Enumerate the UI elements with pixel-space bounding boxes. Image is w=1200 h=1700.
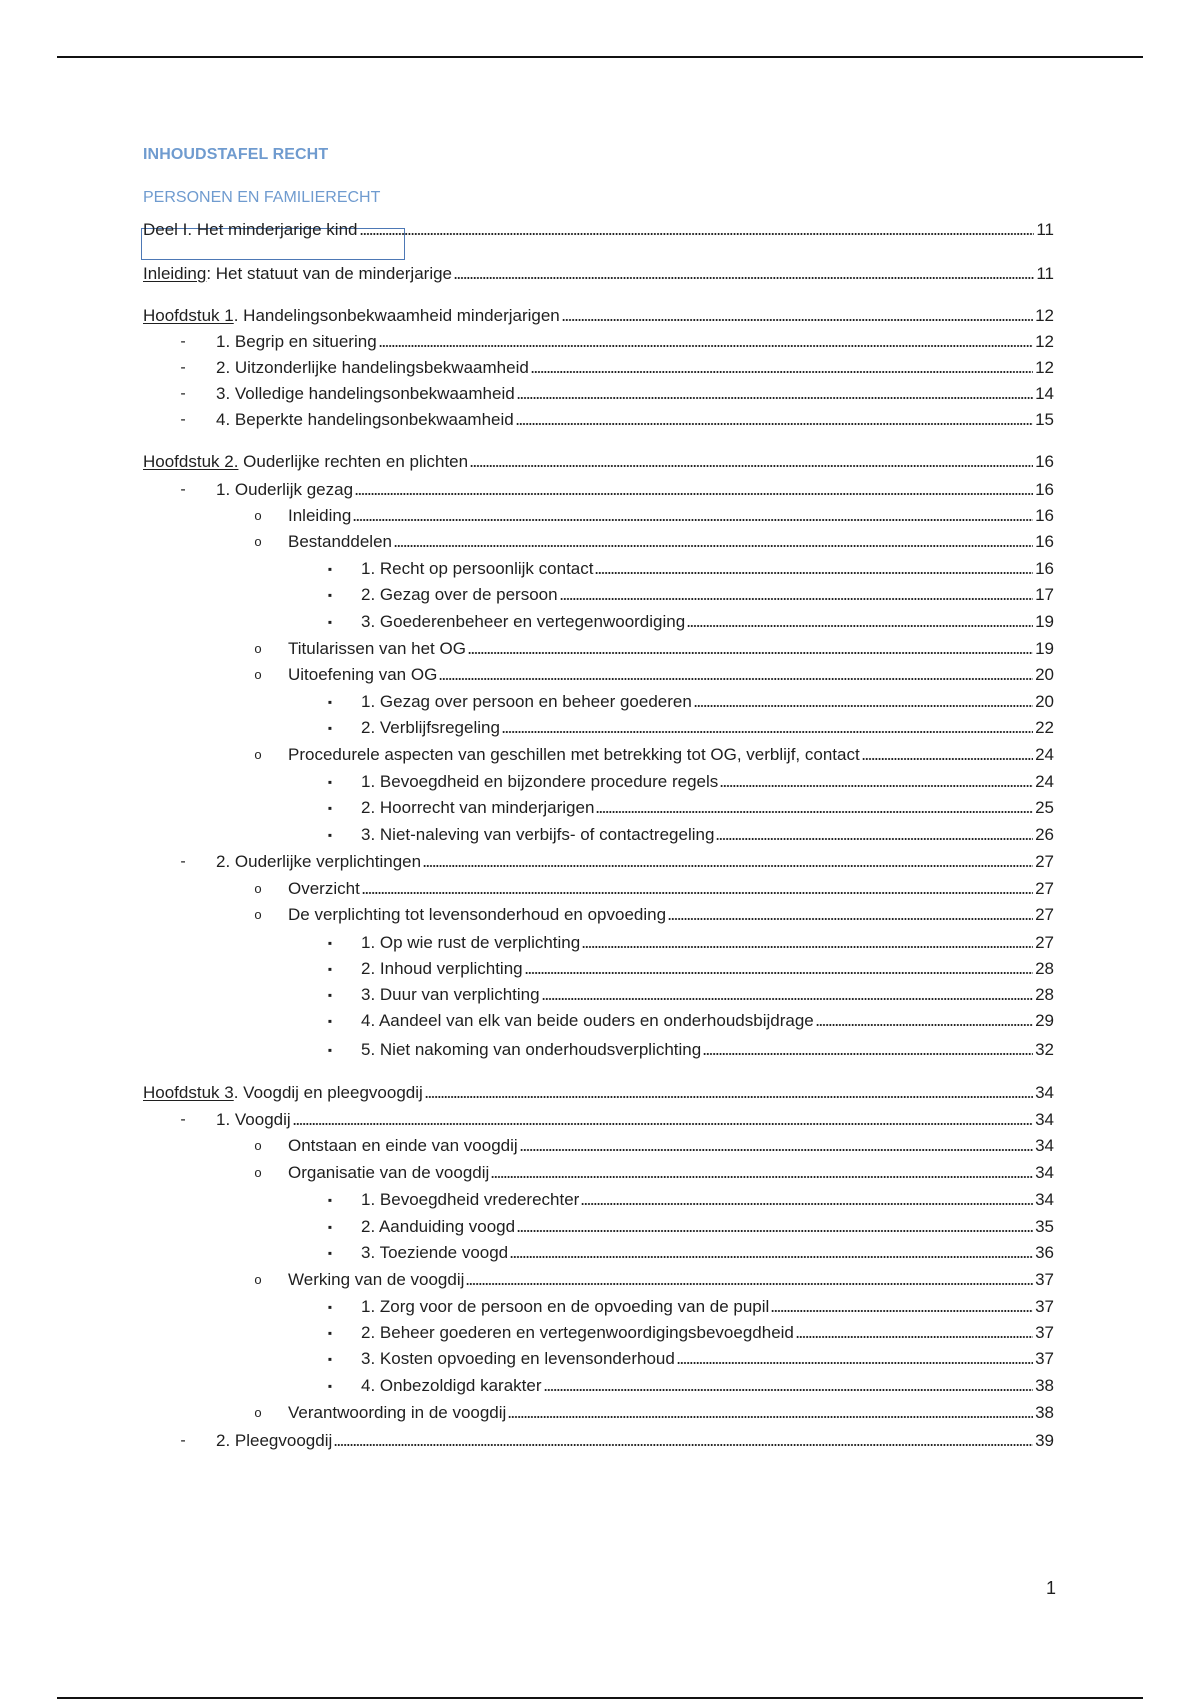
list-bullet: o: [254, 1405, 262, 1420]
dot-leader: [470, 464, 1033, 468]
toc-entry-text: [288, 1163, 489, 1183]
toc-entry[interactable]: [327, 1319, 1054, 1343]
dot-leader: [517, 396, 1033, 400]
list-bullet: o: [254, 667, 262, 682]
toc-entry[interactable]: [180, 380, 1054, 404]
toc-entry-label: 4. Onbezoldigd karakter: [361, 1376, 542, 1395]
toc-entry-prefix: Deel I.: [143, 220, 193, 239]
toc-entry-label: Titularissen van het OG: [288, 639, 466, 658]
dot-leader: [596, 810, 1033, 814]
dot-leader: [694, 704, 1033, 708]
toc-entry-text: [361, 1323, 794, 1343]
dot-leader: [379, 344, 1033, 348]
dot-leader: [677, 1361, 1033, 1365]
toc-entry[interactable]: [254, 1132, 1054, 1156]
toc-entry-label: Werking van de voogdij: [288, 1270, 465, 1289]
toc-entry-text: [216, 480, 353, 500]
toc-entry[interactable]: [180, 328, 1054, 352]
toc-entry-text: [216, 410, 514, 430]
toc-entry-text: [143, 1083, 423, 1103]
dot-leader: [394, 544, 1033, 548]
dot-leader: [353, 518, 1033, 522]
toc-entry-label: : Het statuut van de minderjarige: [206, 264, 453, 283]
toc-entry[interactable]: [180, 1106, 1054, 1130]
dot-leader: [703, 1052, 1033, 1056]
toc-page-number: 12: [1035, 358, 1054, 377]
dot-leader: [816, 1023, 1033, 1027]
toc-entry-label: 2. Gezag over de persoon: [361, 585, 558, 604]
toc-entry[interactable]: [143, 260, 1054, 284]
toc-entry[interactable]: [327, 555, 1054, 579]
toc-page-number: 24: [1035, 772, 1054, 791]
toc-page-number: 12: [1035, 332, 1054, 351]
toc-page-number: 11: [1036, 220, 1054, 239]
toc-entry-text: [361, 985, 540, 1005]
toc-page-number: 11: [1036, 264, 1054, 283]
toc-page-number: 16: [1035, 559, 1054, 578]
toc-entry-text: [361, 798, 594, 818]
list-bullet: ▪: [327, 775, 333, 789]
toc-entry-label: 2. Inhoud verplichting: [361, 959, 523, 978]
list-bullet: ▪: [327, 936, 333, 950]
list-bullet: o: [254, 534, 262, 549]
toc-page-number: 25: [1035, 798, 1054, 817]
toc-page-number: 36: [1035, 1243, 1054, 1262]
toc-entry-text: [216, 852, 421, 872]
dot-leader: [771, 1309, 1033, 1313]
toc-entry-label: 3. Kosten opvoeding en levensonderhoud: [361, 1349, 675, 1368]
toc-entry-text: [361, 825, 714, 845]
dot-leader: [425, 1095, 1033, 1099]
list-bullet: ▪: [327, 1014, 333, 1028]
toc-entry[interactable]: [327, 714, 1054, 738]
toc-entry[interactable]: [180, 476, 1054, 500]
toc-page-number: 34: [1035, 1163, 1054, 1182]
dot-leader: [454, 276, 1034, 280]
toc-page-number: 34: [1035, 1190, 1054, 1209]
toc-entry-label: 4. Aandeel van elk van beide ouders en onderhoudsbijdrage: [361, 1011, 814, 1030]
dot-leader: [516, 422, 1033, 426]
toc-entry[interactable]: [327, 1293, 1054, 1317]
toc-entry-label: 1. Begrip en situering: [216, 332, 377, 351]
toc-entry-label: 4. Beperkte handelingsonbekwaamheid: [216, 410, 514, 429]
toc-entry[interactable]: [327, 1213, 1054, 1237]
toc-page-number: 15: [1035, 410, 1054, 429]
toc-entry-text: [216, 358, 529, 378]
dot-leader: [525, 971, 1033, 975]
list-bullet: o: [254, 881, 262, 896]
toc-entry-text: [288, 532, 392, 552]
list-bullet: -: [180, 385, 186, 402]
list-bullet: o: [254, 907, 262, 922]
toc-entry-prefix: Hoofdstuk 1: [143, 306, 234, 325]
list-bullet: ▪: [327, 1193, 333, 1207]
toc-entry-label: 1. Bevoegdheid vrederechter: [361, 1190, 580, 1209]
toc-entry-text: [361, 1349, 675, 1369]
toc-entry-label: 2. Ouderlijke verplichtingen: [216, 852, 422, 871]
toc-entry-label: 2. Beheer goederen en vertegenwoordigingsbevoegdheid: [361, 1323, 794, 1342]
dot-leader: [796, 1335, 1033, 1339]
list-bullet: o: [254, 1272, 262, 1287]
toc-entry-label: 1. Op wie rust de verplichting: [361, 933, 581, 952]
list-bullet: -: [180, 853, 186, 870]
dot-leader: [355, 492, 1033, 496]
dot-leader: [720, 784, 1033, 788]
toc-entry-text: [143, 264, 452, 284]
list-bullet: ▪: [327, 588, 333, 602]
toc-entry-text: [361, 772, 718, 792]
toc-entry-text: [361, 959, 523, 979]
toc-page-number: 37: [1035, 1323, 1054, 1342]
list-bullet: o: [254, 747, 262, 762]
toc-entry-text: [143, 306, 560, 326]
toc-entry-text: [361, 718, 500, 738]
toc-entry[interactable]: [254, 1159, 1054, 1183]
toc-entry-label: 1. Recht op persoonlijk contact: [361, 559, 594, 578]
toc-entry-label: 1. Bevoegdheid en bijzondere procedure regels: [361, 772, 719, 791]
dot-leader: [581, 1202, 1033, 1206]
toc-entry-label: Verantwoording in de voogdij: [288, 1403, 507, 1422]
list-bullet: ▪: [327, 562, 333, 576]
list-bullet: o: [254, 1138, 262, 1153]
toc-entry[interactable]: [327, 794, 1054, 818]
dot-leader: [293, 1122, 1033, 1126]
toc-entry-text: [143, 452, 468, 472]
toc-entry-text: [288, 879, 360, 899]
toc-entry-label: 5. Niet nakoming van onderhoudsverplichting: [361, 1040, 702, 1059]
toc-entry[interactable]: [180, 406, 1054, 430]
toc-entry-text: [288, 905, 666, 925]
toc-page-number: 20: [1035, 692, 1054, 711]
toc-page-number: 20: [1035, 665, 1054, 684]
toc-page-number: 37: [1035, 1270, 1054, 1289]
bottom-rule: [57, 1697, 1143, 1699]
page-number: 1: [1045, 1578, 1056, 1598]
toc-entry-text: [361, 1190, 579, 1210]
list-bullet: ▪: [327, 1379, 333, 1393]
toc-page-number: 19: [1035, 639, 1054, 658]
toc-entry-label: Het minderjarige kind: [192, 220, 358, 239]
dot-leader: [466, 1282, 1033, 1286]
toc-entry[interactable]: [327, 768, 1054, 792]
toc-page-number: 29: [1035, 1011, 1054, 1030]
toc-entry[interactable]: [180, 1427, 1054, 1451]
toc-entry[interactable]: [327, 608, 1054, 632]
toc-page-number: 22: [1035, 718, 1054, 737]
toc-page-number: 27: [1035, 879, 1054, 898]
toc-page-number: 34: [1035, 1083, 1054, 1102]
toc-entry-label: Uitoefening van OG: [288, 665, 438, 684]
toc-entry-label: 2. Hoorrecht van minderjarigen: [361, 798, 595, 817]
toc-page-number: 26: [1035, 825, 1054, 844]
dot-leader: [520, 1148, 1033, 1152]
dot-leader: [468, 651, 1033, 655]
dot-leader: [508, 1415, 1033, 1419]
dot-leader: [560, 597, 1034, 601]
toc-entry-text: [216, 1431, 332, 1451]
toc-entry-label: 2. Aanduiding voogd: [361, 1217, 516, 1236]
toc-entry-text: [361, 1297, 769, 1317]
toc-page-number: 16: [1035, 480, 1054, 499]
toc-entry[interactable]: [327, 821, 1054, 845]
toc-entry-text: [216, 384, 515, 404]
toc-entry[interactable]: [254, 635, 1054, 659]
list-bullet: ▪: [327, 1246, 333, 1260]
toc-entry-text: [361, 612, 685, 632]
toc-entry-text: [361, 1217, 515, 1237]
toc-entry-label: Bestanddelen: [288, 532, 392, 551]
list-bullet: ▪: [327, 1043, 333, 1057]
toc-page-number: 39: [1035, 1431, 1054, 1450]
toc-entry[interactable]: [327, 688, 1054, 712]
toc-page-number: 37: [1035, 1349, 1054, 1368]
toc-entry-label: 1. Ouderlijk gezag: [216, 480, 354, 499]
toc-page-number: 35: [1035, 1217, 1054, 1236]
toc-entry-text: [361, 692, 692, 712]
dot-leader: [668, 917, 1033, 921]
list-bullet: o: [254, 1165, 262, 1180]
toc-entry-prefix: Hoofdstuk 2.: [143, 452, 239, 471]
list-bullet: ▪: [327, 988, 333, 1002]
toc-entry[interactable]: [327, 1372, 1054, 1396]
toc-entry[interactable]: [254, 741, 1054, 765]
list-bullet: o: [254, 641, 262, 656]
toc-entry-label: 3. Niet-naleving van verbijfs- of contactregeling: [361, 825, 715, 844]
toc-page-number: 24: [1035, 745, 1054, 764]
toc-entry[interactable]: [143, 302, 1054, 326]
toc-entry-label: 3. Volledige handelingsonbekwaamheid: [216, 384, 515, 403]
toc-entry-text: [288, 1270, 464, 1290]
toc-entry-label: 2. Pleegvoogdij: [216, 1431, 333, 1450]
toc-entry-text: [361, 1376, 542, 1396]
toc-entry-label: 2. Uitzonderlijke handelingsbekwaamheid: [216, 358, 529, 377]
toc-entry[interactable]: [254, 1399, 1054, 1423]
toc-entry-label: . Handelingsonbekwaamheid minderjarigen: [233, 306, 560, 325]
toc-entry[interactable]: [143, 216, 1054, 240]
toc-entry-label: . Voogdij en pleegvoogdij: [233, 1083, 423, 1102]
list-bullet: ▪: [327, 1300, 333, 1314]
dot-leader: [531, 370, 1033, 374]
toc-entry[interactable]: [327, 1036, 1054, 1060]
toc-page-number: 38: [1035, 1403, 1054, 1422]
list-bullet: ▪: [327, 721, 333, 735]
dot-leader: [862, 757, 1033, 761]
toc-page-number: 16: [1035, 532, 1054, 551]
dot-leader: [595, 571, 1033, 575]
dot-leader: [439, 677, 1033, 681]
list-bullet: ▪: [327, 1352, 333, 1366]
list-bullet: ▪: [327, 962, 333, 976]
list-bullet: ▪: [327, 615, 333, 629]
toc-page-number: 16: [1035, 506, 1054, 525]
list-bullet: ▪: [327, 1220, 333, 1234]
toc-entry-label: Ontstaan en einde van voogdij: [288, 1136, 518, 1155]
toc-entry-label: Procedurele aspecten van geschillen met betrekking tot OG, verblijf, contact: [288, 745, 860, 764]
toc-page-number: 12: [1035, 306, 1054, 325]
toc-entry-label: Organisatie van de voogdij: [288, 1163, 490, 1182]
toc-page-number: 27: [1035, 933, 1054, 952]
toc-entry[interactable]: [143, 448, 1054, 472]
list-bullet: -: [180, 1111, 186, 1128]
toc-entry-text: [361, 933, 580, 953]
dot-leader: [542, 997, 1033, 1001]
toc-entry[interactable]: [143, 1079, 1054, 1103]
dot-leader: [334, 1443, 1033, 1447]
toc-entry-text: [288, 506, 351, 526]
toc-page-number: 28: [1035, 959, 1054, 978]
toc-entry-prefix: Inleiding: [143, 264, 207, 283]
toc-entry[interactable]: [254, 875, 1054, 899]
toc-entry[interactable]: [327, 581, 1054, 605]
toc-entry[interactable]: [254, 502, 1054, 526]
toc-entry-text: [361, 1011, 814, 1031]
toc-entry[interactable]: [254, 661, 1054, 685]
toc-entry-text: [288, 1136, 518, 1156]
toc-entry-label: Inleiding: [288, 506, 352, 525]
toc-entry-text: [361, 585, 558, 605]
toc-entry[interactable]: [327, 955, 1054, 979]
toc-entry-label: 1. Zorg voor de persoon en de opvoeding van de pupil: [361, 1297, 770, 1316]
toc-page-number: 17: [1035, 585, 1054, 604]
dot-leader: [687, 624, 1033, 628]
toc-entry-label: De verplichting tot levensonderhoud en opvoeding: [288, 905, 667, 924]
list-bullet: -: [180, 411, 186, 428]
toc-entry[interactable]: [180, 354, 1054, 378]
toc-page-number: 14: [1035, 384, 1054, 403]
dot-leader: [582, 945, 1033, 949]
toc-entry-text: [216, 1110, 291, 1130]
dot-leader: [491, 1175, 1033, 1179]
dot-leader: [544, 1388, 1034, 1392]
dot-leader: [716, 837, 1033, 841]
toc-entry-label: Ouderlijke rechten en plichten: [238, 452, 469, 471]
toc-entry[interactable]: [327, 1007, 1054, 1031]
list-bullet: -: [180, 481, 186, 498]
toc-entry[interactable]: [327, 929, 1054, 953]
toc-entry-label: 3. Toeziende voogd: [361, 1243, 509, 1262]
list-bullet: -: [180, 1432, 186, 1449]
dot-leader: [502, 730, 1033, 734]
toc-entry[interactable]: [327, 981, 1054, 1005]
toc-entry-label: 1. Voogdij: [216, 1110, 291, 1129]
toc-page-number: 27: [1035, 852, 1054, 871]
dot-leader: [510, 1255, 1033, 1259]
list-bullet: o: [254, 508, 262, 523]
list-bullet: ▪: [327, 828, 333, 842]
toc-entry-text: [143, 220, 358, 240]
toc-entry-text: [361, 1243, 508, 1263]
list-bullet: ▪: [327, 1326, 333, 1340]
list-bullet: ▪: [327, 801, 333, 815]
toc-entry-label: 3. Duur van verplichting: [361, 985, 540, 1004]
toc-entry-label: Overzicht: [288, 879, 360, 898]
toc-entry-label: 3. Goederenbeheer en vertegenwoordiging: [361, 612, 686, 631]
toc-entry-text: [288, 745, 860, 765]
toc-entry-text: [361, 1040, 701, 1060]
toc-entry-text: [288, 665, 437, 685]
toc-entry-text: [216, 332, 377, 352]
toc-page-number: 19: [1035, 612, 1054, 631]
dot-leader: [360, 232, 1035, 236]
dot-leader: [362, 891, 1033, 895]
toc-entry-label: 1. Gezag over persoon en beheer goederen: [361, 692, 692, 711]
dot-leader: [517, 1229, 1033, 1233]
dot-leader: [562, 318, 1033, 322]
toc-page-number: 27: [1035, 905, 1054, 924]
list-bullet: ▪: [327, 695, 333, 709]
toc-page-number: 38: [1035, 1376, 1054, 1395]
toc-page-number: 16: [1035, 452, 1054, 471]
toc-entry-text: [288, 639, 466, 659]
toc-entry-text: [361, 559, 593, 579]
toc-entry[interactable]: [327, 1239, 1054, 1263]
toc-page-number: 28: [1035, 985, 1054, 1004]
toc-entry[interactable]: [327, 1345, 1054, 1369]
toc-entry[interactable]: [327, 1186, 1054, 1210]
toc-subtitle: PERSONEN EN FAMILIERECHT: [143, 189, 381, 206]
toc-entry[interactable]: [254, 1266, 1054, 1290]
toc-page-number: 37: [1035, 1297, 1054, 1316]
toc-page-number: 32: [1035, 1040, 1054, 1059]
toc-title: INHOUDSTAFEL RECHT: [143, 146, 329, 163]
list-bullet: -: [180, 333, 186, 350]
toc-entry-text: [288, 1403, 506, 1423]
toc-entry[interactable]: [254, 901, 1054, 925]
dot-leader: [423, 864, 1033, 868]
toc-entry[interactable]: [180, 848, 1054, 872]
toc-entry-prefix: Hoofdstuk 3: [143, 1083, 234, 1102]
toc-entry-label: 2. Verblijfsregeling: [361, 718, 500, 737]
toc-entry[interactable]: [254, 528, 1054, 552]
toc-page-number: 34: [1035, 1110, 1054, 1129]
toc-page-number: 34: [1035, 1136, 1054, 1155]
list-bullet: -: [180, 359, 186, 376]
